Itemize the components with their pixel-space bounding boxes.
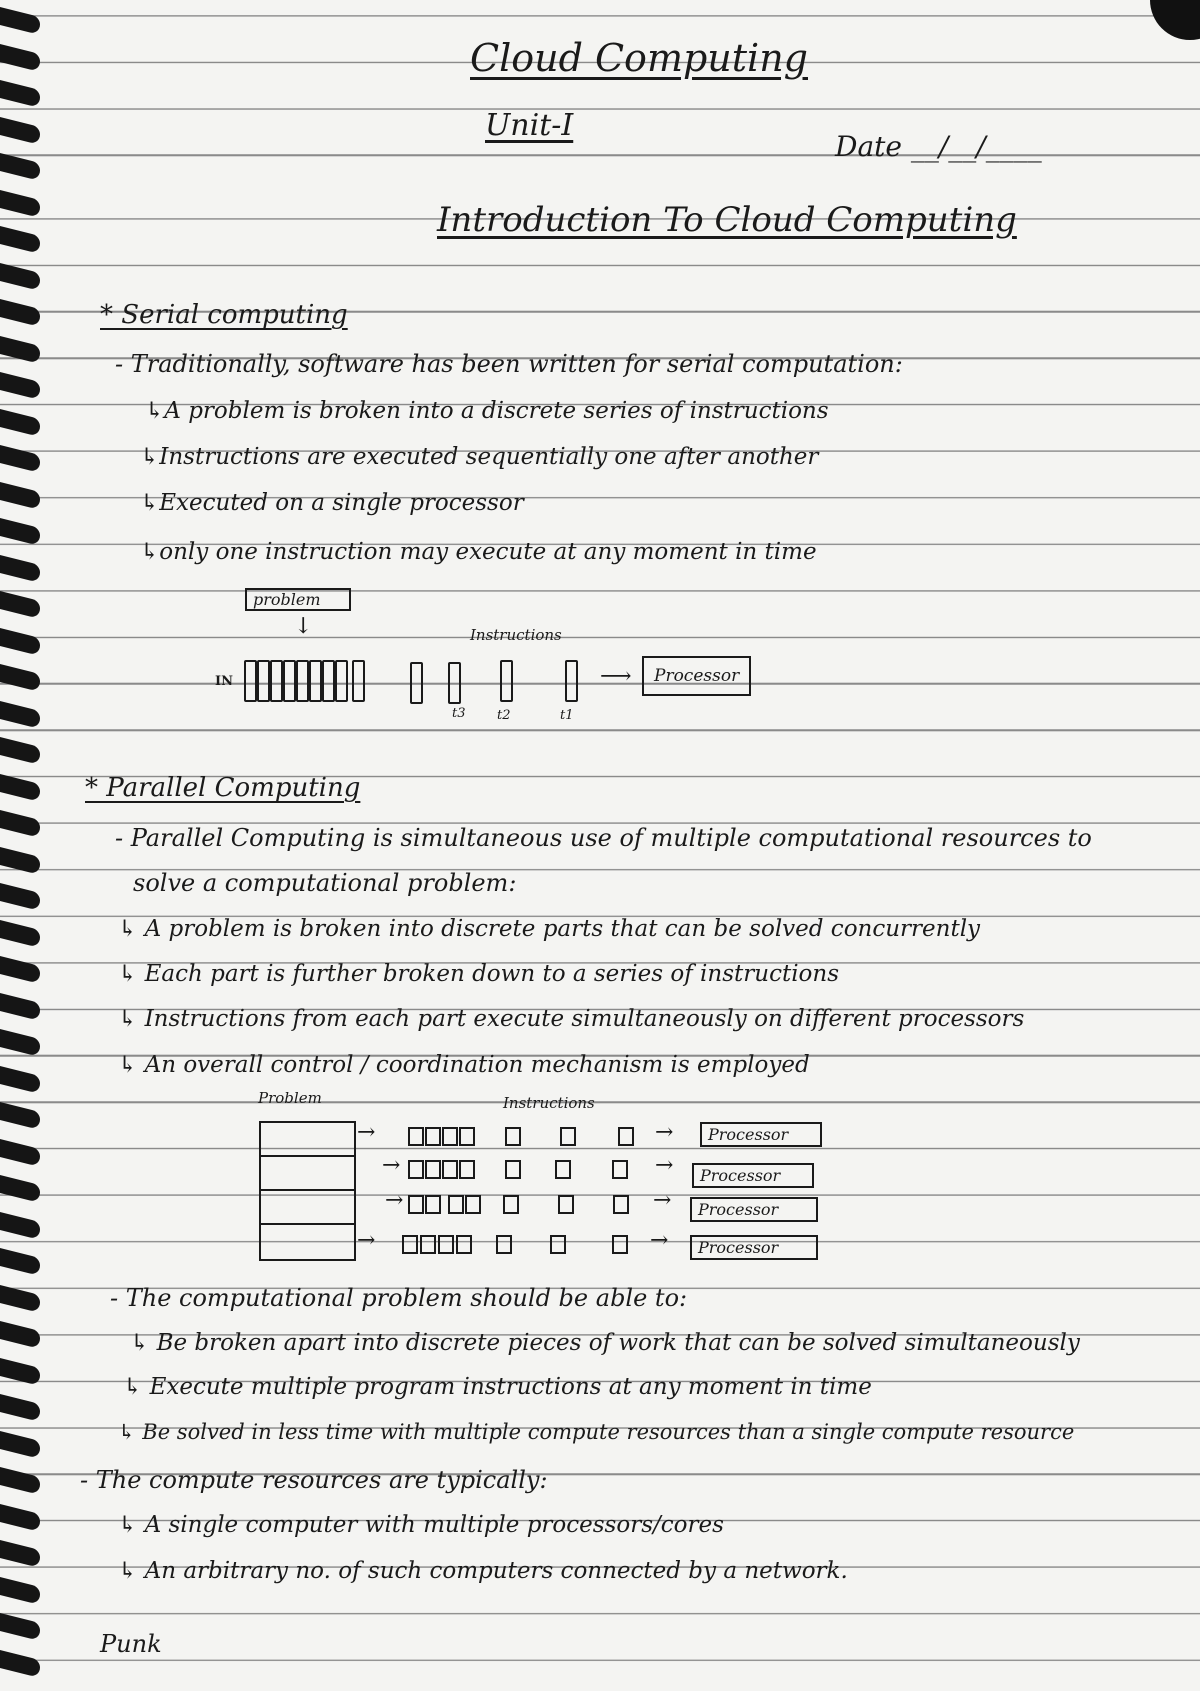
serial-instructions-label: Instructions bbox=[470, 626, 562, 644]
parallel-processor-box: Processor bbox=[700, 1122, 822, 1147]
spiral-ring bbox=[0, 1467, 40, 1495]
parallel-processor-box: Processor bbox=[690, 1235, 818, 1260]
spiral-ring bbox=[0, 701, 40, 729]
spiral-binding bbox=[0, 0, 44, 1691]
section-heading: Introduction To Cloud Computing bbox=[437, 200, 1017, 240]
parallel-processor-box: Processor bbox=[692, 1163, 814, 1188]
resource-point: ↳ An arbitrary no. of such computers connected by a network. bbox=[118, 1558, 848, 1584]
spiral-ring bbox=[0, 1540, 40, 1568]
requirement-point: ↳ Be solved in less time with multiple compute resources than a single compute resource bbox=[118, 1420, 1075, 1444]
spiral-ring bbox=[0, 153, 40, 181]
notebook-page: Cloud Computing Unit-I Date __/__/____ Introduction To Cloud Computing * Serial computing - Traditionally, software has been written for serial computation: ↳A problem is broken into a discrete series of instructions ↳Instructions are executed sequentially one after another ↳Executed on a single processor ↳only one instruction may execute at any moment in time problem ↓ Instructions IN t3 t2 t1 ⟶ Processor * Parallel Computing - Parallel Computing is simultaneous use of multiple computational resources to solve a computational problem: ↳ A problem is broken into discrete parts that can be solved concurrently ↳ Each part is further broken down to a series of instructions ↳ Instructions from each part execute simultaneously on different processors ↳ An overall control / coordination mechanism is employed Problem Instructions → → → → → → → → Processor Processor Processor Processor - The computational problem should be able to: ↳ Be broken apart into discrete pieces of work that can be solved simultaneously ↳ Execute multiple program instructions at any moment in time ↳ Be solved in less time with multiple compute resources than a single compute resource - The compute resources are typically: ↳ A single computer with multiple processors/cores ↳ An arbitrary no. of such computers connected by a network. Punk bbox=[0, 0, 1200, 1691]
parallel-intro: - Parallel Computing is simultaneous use of multiple computational resources to bbox=[115, 824, 1092, 852]
spiral-ring bbox=[0, 810, 40, 838]
parallel-point: ↳ Instructions from each part execute simultaneously on different processors bbox=[118, 1006, 1025, 1032]
parallel-point: ↳ Each part is further broken down to a series of instructions bbox=[118, 961, 840, 987]
time-label: t3 bbox=[452, 706, 466, 721]
date-field: Date __/__/____ bbox=[835, 130, 1042, 163]
parallel-heading: * Parallel Computing bbox=[85, 773, 361, 803]
resource-point: ↳ A single computer with multiple processors/cores bbox=[118, 1512, 724, 1538]
spiral-ring bbox=[0, 847, 40, 875]
spiral-ring bbox=[0, 1066, 40, 1094]
spiral-ring bbox=[0, 117, 40, 145]
right-arrow-icon: ⟶ bbox=[600, 664, 632, 689]
spiral-ring bbox=[0, 956, 40, 984]
serial-input-label: IN bbox=[215, 674, 233, 689]
parallel-instructions-label: Instructions bbox=[503, 1094, 595, 1112]
spiral-ring bbox=[0, 920, 40, 948]
parallel-intro-continued: solve a computational problem: bbox=[133, 869, 517, 897]
spiral-ring bbox=[0, 518, 40, 546]
spiral-ring bbox=[0, 1212, 40, 1240]
spiral-ring bbox=[0, 7, 40, 35]
spiral-ring bbox=[0, 80, 40, 108]
spiral-ring bbox=[0, 336, 40, 364]
parallel-point: ↳ An overall control / coordination mechanism is employed bbox=[118, 1052, 810, 1078]
spiral-ring bbox=[0, 299, 40, 327]
time-label: t2 bbox=[497, 708, 511, 723]
spiral-ring bbox=[0, 555, 40, 583]
serial-point: ↳A problem is broken into a discrete series of instructions bbox=[145, 398, 829, 424]
notebook-brand: Punk bbox=[100, 1630, 162, 1658]
requirement-point: ↳ Execute multiple program instructions at any moment in time bbox=[123, 1374, 872, 1400]
spiral-ring bbox=[0, 44, 40, 72]
spiral-ring bbox=[0, 1175, 40, 1203]
spiral-ring bbox=[0, 1029, 40, 1057]
spiral-ring bbox=[0, 190, 40, 218]
spiral-ring bbox=[0, 993, 40, 1021]
serial-point: ↳only one instruction may execute at any moment in time bbox=[140, 539, 817, 565]
spiral-ring bbox=[0, 1431, 40, 1459]
parallel-processor-box: Processor bbox=[690, 1197, 818, 1222]
spiral-ring bbox=[0, 1285, 40, 1313]
spiral-ring bbox=[0, 372, 40, 400]
spiral-ring bbox=[0, 263, 40, 291]
serial-point: ↳Executed on a single processor bbox=[140, 490, 524, 516]
spiral-ring bbox=[0, 1504, 40, 1532]
parallel-problem-label: Problem bbox=[258, 1089, 322, 1107]
serial-heading: * Serial computing bbox=[100, 300, 348, 330]
serial-point: ↳Instructions are executed sequentially one after another bbox=[140, 444, 819, 470]
spiral-ring bbox=[0, 1358, 40, 1386]
serial-intro: - Traditionally, software has been written for serial computation: bbox=[115, 350, 903, 378]
spiral-ring bbox=[0, 1394, 40, 1422]
parallel-problem-box bbox=[259, 1121, 356, 1261]
time-label: t1 bbox=[560, 708, 574, 723]
spiral-ring bbox=[0, 226, 40, 254]
parallel-point: ↳ A problem is broken into discrete parts that can be solved concurrently bbox=[118, 916, 981, 942]
spiral-ring bbox=[0, 1321, 40, 1349]
spiral-ring bbox=[0, 883, 40, 911]
serial-problem-box: problem bbox=[245, 588, 351, 611]
resources-intro: - The compute resources are typically: bbox=[80, 1466, 548, 1494]
requirement-point: ↳ Be broken apart into discrete pieces of work that can be solved simultaneously bbox=[130, 1330, 1080, 1356]
spiral-ring bbox=[0, 1102, 40, 1130]
spiral-ring bbox=[0, 1248, 40, 1276]
serial-processor-box: Processor bbox=[642, 656, 751, 696]
page-corner-shadow bbox=[1150, 0, 1200, 40]
spiral-ring bbox=[0, 1577, 40, 1605]
spiral-ring bbox=[0, 1613, 40, 1641]
spiral-ring bbox=[0, 664, 40, 692]
spiral-ring bbox=[0, 774, 40, 802]
spiral-ring bbox=[0, 1650, 40, 1678]
unit-label: Unit-I bbox=[485, 108, 574, 143]
requirements-intro: - The computational problem should be able to: bbox=[110, 1284, 688, 1312]
spiral-ring bbox=[0, 737, 40, 765]
spiral-ring bbox=[0, 1139, 40, 1167]
page-title: Cloud Computing bbox=[470, 36, 808, 80]
spiral-ring bbox=[0, 409, 40, 437]
spiral-ring bbox=[0, 591, 40, 619]
spiral-ring bbox=[0, 482, 40, 510]
down-arrow-icon: ↓ bbox=[294, 614, 313, 639]
spiral-ring bbox=[0, 628, 40, 656]
spiral-ring bbox=[0, 445, 40, 473]
